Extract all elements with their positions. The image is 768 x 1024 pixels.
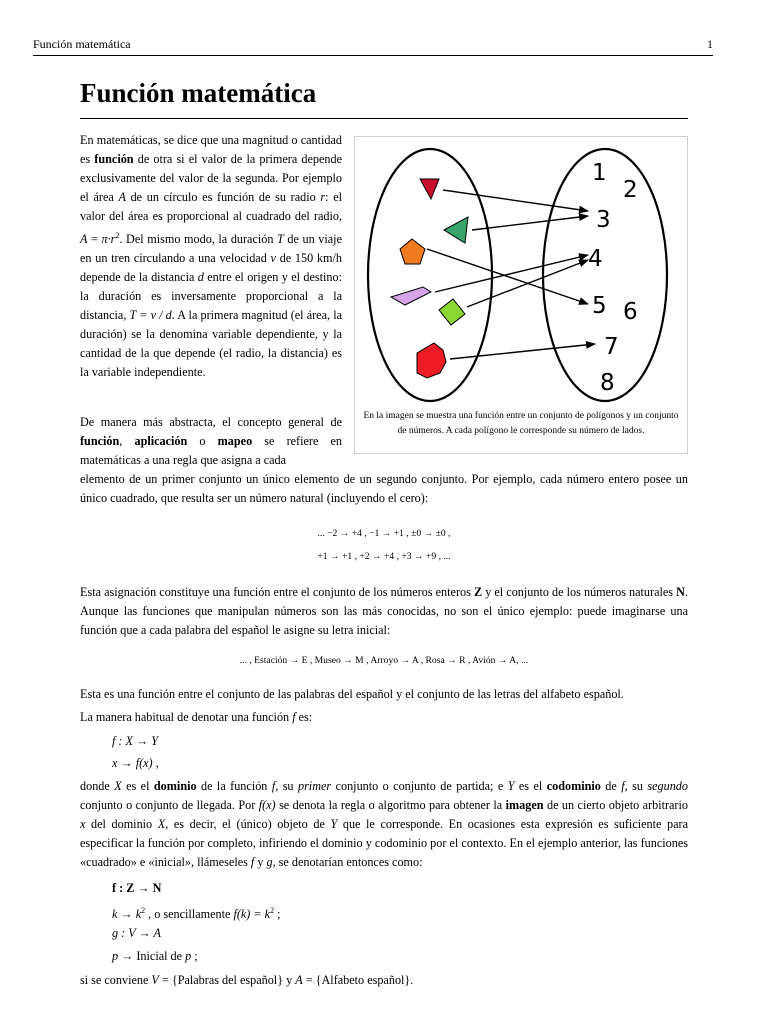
number-label: 4: [588, 246, 603, 272]
triangle-icon: [420, 179, 439, 199]
number-label: 1: [592, 160, 607, 186]
arrow-heptagon-to-7: [450, 344, 595, 359]
notation-p-initial: p → Inicial de p ;: [112, 949, 198, 963]
number-label: 5: [592, 293, 607, 319]
header-rule: [33, 55, 713, 56]
notation-intro: La manera habitual de denotar una función f es:: [80, 710, 313, 724]
arrow-quad-to-4: [435, 255, 588, 292]
function-diagram-figure: [354, 136, 688, 454]
number-label: 2: [623, 177, 638, 203]
arrow-square-to-4: [467, 260, 588, 307]
notation-k-square: $k \to k^2$ , o sencillamente $f(k) = k^2$ ;: [112, 906, 281, 922]
notation-g-v-a: g : V → A: [112, 926, 161, 940]
dominio-codominio-paragraph: donde X es el dominio de la función f, su primer conjunto o conjunto de partida; e Y es el codominio de f, su segundo conjunto o conjunto de llegada. Por f(x) se denota la regla o algoritmo para obtener la imagen de un cierto objeto arbitrario x del dominio X, es decir, el (único) objeto de Y que le corresponde. En ocasiones esta expresión es suficiente para especificar la función por completo, infiriendo el dominio y codominio por el contexto. En el ejemplo anterior, las funciones «cuadrado» e «inicial», llámeseles f y g, se denotarían entonces como:: [80, 779, 688, 869]
intro-paragraph: En matemáticas, se dice que una magnitud o cantidad es función de otra si el valor de la primera depende exclusivamente del valor de la segunda. Por ejemplo el área A de un círculo es función de su radio r: el valor del área es proporcional al cuadrado del radio, $A = \pi\cdot r^2$. Del mismo modo, la duración T de un viaje en un tren circulando a una velocidad v de 150 km/h depende de la distancia d entre el origen y el destino: la duración es inversamente proporcional a la distancia, T = v / d. A la primera magnitud (el área, la duración) se la denomina variable dependiente, y la cantidad de la que depende (el radio, la distancia) es la variable independiente.: [80, 133, 343, 380]
number-label: 6: [623, 299, 638, 325]
codomain-set-ellipse: [543, 149, 667, 401]
abstract-paragraph-continued: elemento de un primer conjunto un único elemento de un segundo conjunto. Por ejemplo, cada número entero posee un único cuadrado, que resulta ser un número natural (incluyendo el cero):: [80, 472, 688, 505]
quadrilateral-icon: [391, 287, 431, 305]
notation-x-mapping: x → f(x) ,: [112, 756, 159, 770]
number-label: 8: [600, 370, 615, 396]
square-icon: [439, 299, 465, 325]
integer-squares-line1: ... −2 → +4 , −1 → +1 , ±0 → ±0 ,: [317, 528, 451, 539]
arrow-triangle-to-3: [443, 190, 588, 211]
arrow-triangle-to-3: [472, 216, 588, 230]
number-label: 3: [596, 207, 611, 233]
page-number: 1: [707, 37, 713, 51]
running-header-title: Función matemática: [33, 37, 131, 51]
number-label: 7: [604, 334, 619, 360]
function-diagram: [355, 137, 687, 407]
convention-paragraph: si se conviene V = {Palabras del español} y A = {Alfabeto español}.: [80, 973, 414, 987]
initial-letter-example: ... , Estación → E , Museo → M , Arroyo → A , Rosa → R , Avión → A, ...: [239, 655, 529, 666]
pentagon-icon: [400, 239, 425, 264]
notation-f-mapping: f : X → Y: [112, 734, 159, 748]
arrow-pentagon-to-5: [427, 249, 588, 304]
figure-caption: En la imagen se muestra una función entre un conjunto de polígonos y un conjunto de números. A cada polígono le corresponde su número de lados.: [363, 411, 679, 436]
title-rule: [80, 118, 688, 119]
integer-squares-line2: +1 → +1 , +2 → +4 , +3 → +9 , ...: [317, 551, 451, 562]
notation-f-z-n: f : Z → N: [112, 881, 162, 895]
enteros-paragraph: Esta asignación constituye una función entre el conjunto de los números enteros Z y el conjunto de los números naturales N. Aunque las funciones que manipulan números son las más conocidas, no son el único ejemplo: puede imaginarse una función que a cada palabra del español le asigne su letra inicial:: [80, 585, 688, 637]
abstract-paragraph: De manera más abstracta, el concepto general de función, aplicación o mapeo se refiere en matemáticas a una regla que asigna a cada: [80, 415, 342, 467]
palabras-paragraph: Esta es una función entre el conjunto de las palabras del español y el conjunto de las letras del alfabeto español.: [80, 687, 624, 701]
running-header: [33, 37, 713, 52]
triangle-icon: [444, 217, 468, 243]
page-title: Función matemática: [80, 78, 317, 108]
heptagon-icon: [417, 343, 446, 378]
